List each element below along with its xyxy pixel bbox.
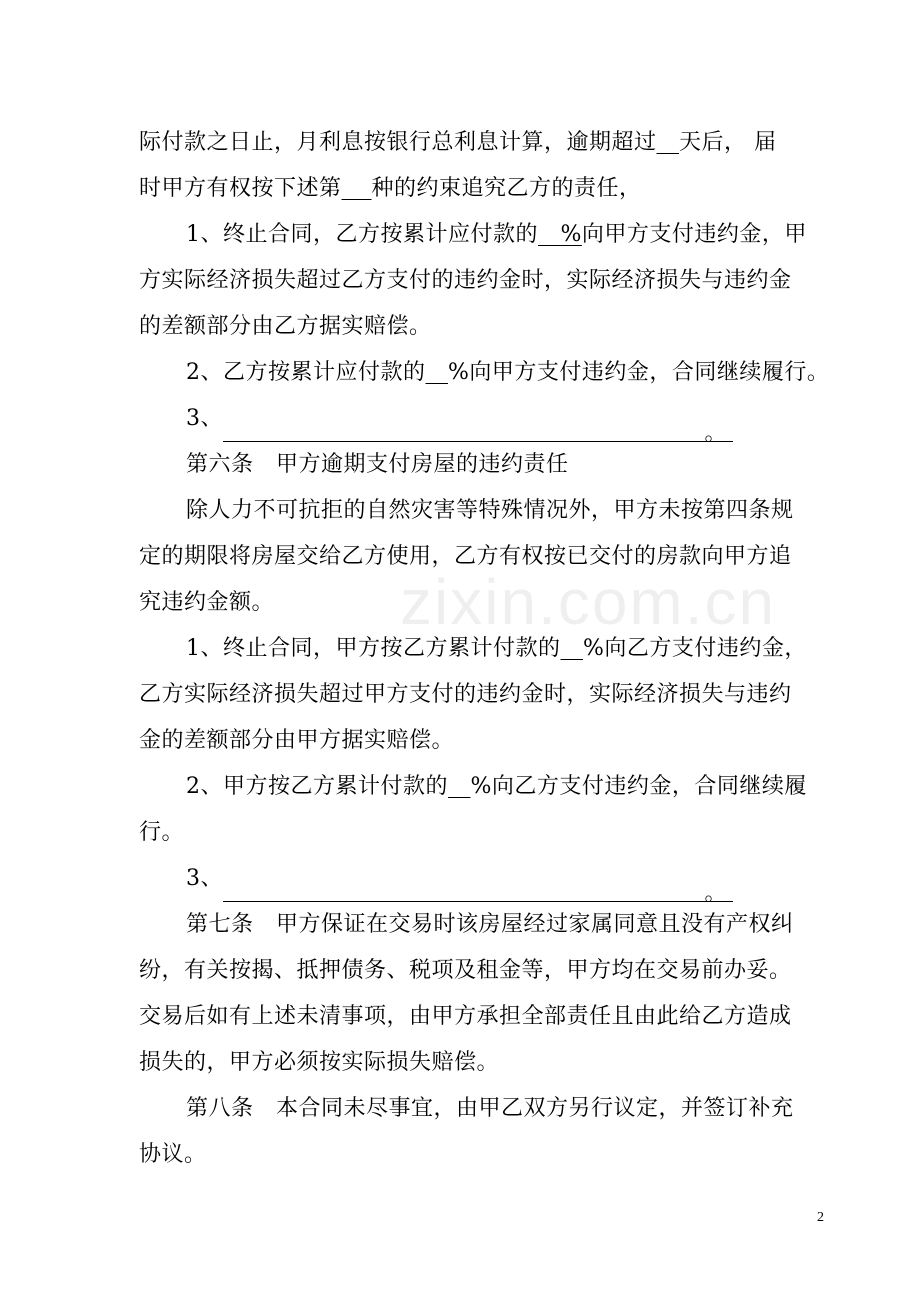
section-heading: 第七条 甲方保证在交易时该房屋经过家属同意且没有产权纠 [186, 912, 794, 937]
text-line [139, 396, 839, 446]
line-end: 。 [704, 421, 727, 446]
text-line: 定的期限将房屋交给乙方使用，乙方有权按已交付的房款向甲方追 [139, 544, 792, 569]
section-heading: 第六条 甲方逾期支付房屋的违约责任 [186, 452, 569, 477]
text-line: 乙方实际经济损失超过甲方支付的违约金时，实际经济损失与违约 [139, 682, 792, 707]
line-text: 种的约束追究乙方的责任， [371, 176, 642, 201]
line-text: %向乙方支付违约金，合同继续履 [470, 774, 807, 799]
line-text: %向乙方支付违约金， [582, 636, 807, 661]
line-text: 天后， 届 [679, 130, 777, 155]
line-text: 向甲方支付违约金，甲 [581, 222, 807, 247]
blank-long [223, 411, 733, 446]
line-text: 1、终止合同，乙方按累计应付款的 [186, 222, 538, 247]
section-heading: 第八条 本合同未尽事宜，由甲乙双方另行议定，并签订补充 [186, 1096, 794, 1121]
line-text: 1、终止合同，甲方按乙方累计付款的 [186, 636, 561, 661]
text-line: 纷，有关按揭、抵押债务、税项及租金等，甲方均在交易前办妥。 [139, 958, 792, 983]
text-line: 金的差额部分由甲方据实赔偿。 [139, 728, 455, 753]
contract-body [139, 118, 839, 1178]
blank-percent [561, 636, 583, 661]
text-line: 协议。 [139, 1142, 207, 1167]
blank-percent [448, 774, 470, 799]
blank-percent: % [538, 222, 582, 247]
line-text: 际付款之日止，月利息按银行总利息计算，逾期超过 [139, 130, 657, 155]
text-line: 方实际经济损失超过乙方支付的违约金时，实际经济损失与违约金 [139, 268, 792, 293]
blank-option [342, 176, 372, 201]
text-line: 除人力不可抗拒的自然灾害等特殊情况外，甲方未按第四条规 [186, 498, 794, 523]
text-line: 的差额部分由乙方据实赔偿。 [139, 314, 432, 339]
text-line [139, 856, 839, 906]
blank-long [223, 871, 733, 906]
blank-days [657, 130, 679, 155]
text-line: 损失的，甲方必须按实际损失赔偿。 [139, 1050, 500, 1075]
text-line: 行。 [139, 820, 185, 845]
line-text: 2、甲方按乙方累计付款的 [186, 774, 448, 799]
line-text: %向甲方支付违约金，合同继续履行。 [447, 360, 830, 385]
line-end: 。 [704, 881, 727, 906]
text-line [139, 764, 839, 810]
text-line [139, 212, 839, 258]
line-text: 3、 [186, 866, 223, 891]
page-number: 2 [817, 1210, 824, 1225]
line-text: 2、乙方按累计应付款的 [186, 360, 426, 385]
text-line [139, 350, 839, 396]
line-text: 3、 [186, 406, 223, 431]
text-line [139, 166, 839, 212]
text-line [139, 626, 839, 672]
text-line: 究违约金额。 [139, 590, 275, 615]
line-text: 时甲方有权按下述第 [139, 176, 342, 201]
text-line [139, 120, 839, 166]
text-line: 交易后如有上述未清事项，由甲方承担全部责任且由此给乙方造成 [139, 1004, 792, 1029]
watermark: zixin.com.cn [400, 566, 777, 638]
blank-percent [426, 360, 448, 385]
